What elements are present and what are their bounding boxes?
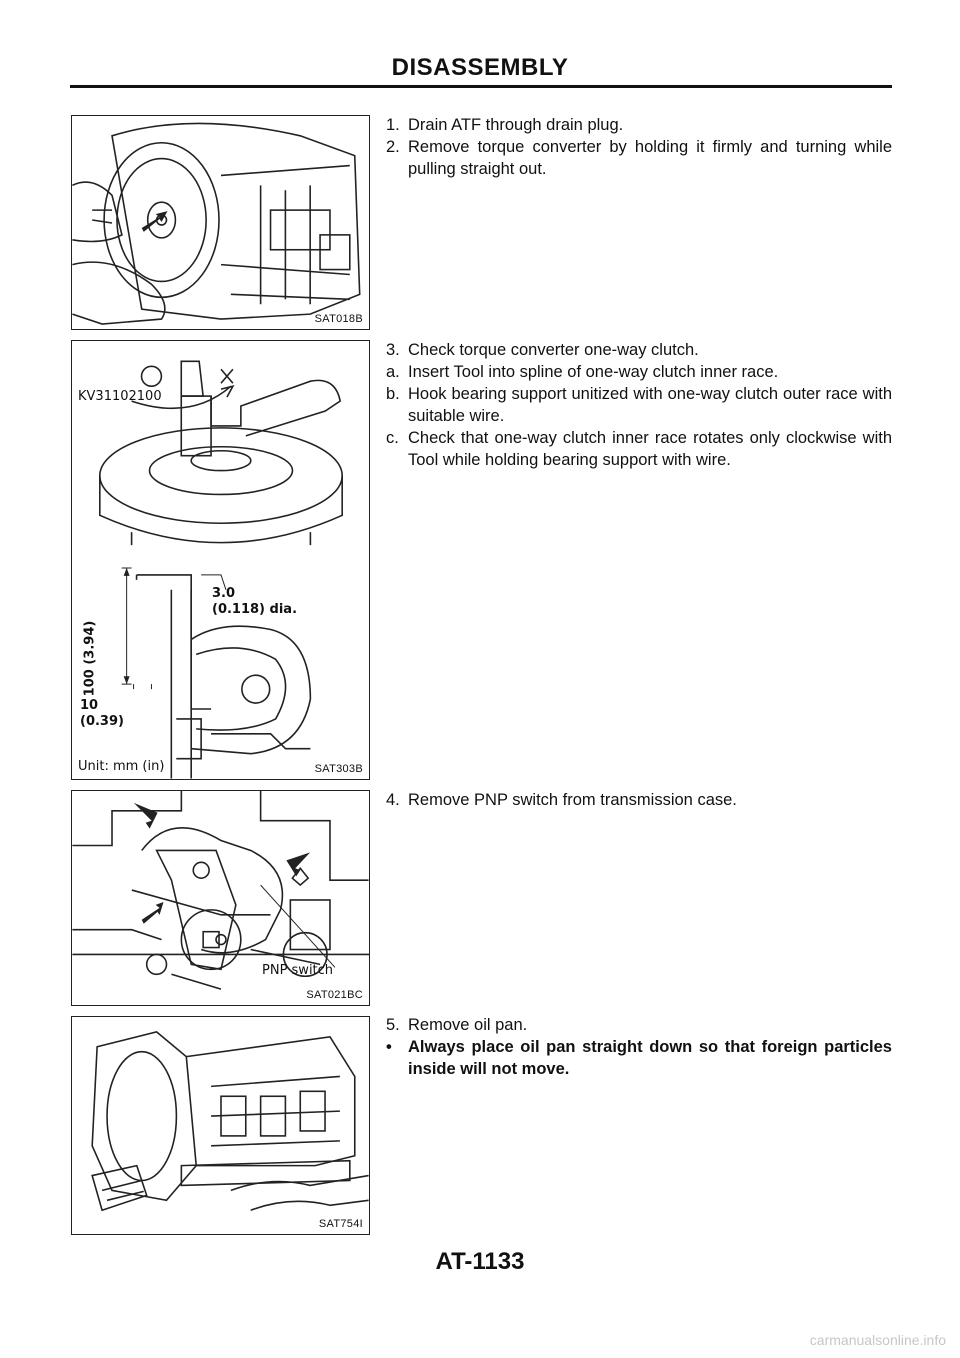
step-number: 5. (386, 1016, 400, 1034)
figure-pnp-switch (71, 790, 370, 1006)
page-title: DISASSEMBLY (391, 54, 569, 81)
prohibited-icon (221, 369, 233, 383)
unit-label: Unit: mm (in) (78, 759, 165, 774)
bullet-icon: • (386, 1038, 392, 1056)
step-number: c. (386, 429, 399, 447)
figure-code: SAT303B (314, 763, 363, 775)
wire-diameter-value: 3.0 (212, 586, 236, 601)
step-item (386, 427, 892, 471)
tool-label: KV31102100 (78, 389, 162, 404)
step-number: 1. (386, 116, 400, 134)
figure-one-way-clutch-check (71, 340, 370, 780)
step-item (386, 339, 892, 361)
site-watermark: carmanualsonline.info (809, 1332, 946, 1348)
counterclockwise-icon (142, 366, 162, 386)
page-number: AT-1133 (435, 1248, 525, 1275)
step-text: Insert Tool into spline of one-way clutch inner race. (408, 363, 779, 381)
step-item (386, 383, 892, 427)
figure-code: SAT754I (318, 1218, 363, 1230)
step-text: Drain ATF through drain plug. (408, 116, 624, 134)
step-text: Remove PNP switch from transmission case. (408, 791, 737, 809)
pnp-switch-label: PNP switch (262, 963, 334, 978)
steps-pnp-switch (386, 789, 892, 811)
step-item (386, 136, 892, 180)
arrow-icon (142, 211, 168, 232)
arrow-icon (142, 902, 164, 924)
oil-pan-illustration (72, 1017, 369, 1234)
transmission-illustration (72, 116, 369, 329)
steps-oil-pan (386, 1014, 892, 1080)
wire-offset-value: 10 (80, 698, 99, 713)
figure-oil-pan-removal (71, 1016, 370, 1235)
wire-diameter-unit: (0.118) dia. (212, 602, 298, 617)
figure-torque-converter-removal (71, 115, 370, 330)
step-number: b. (386, 385, 400, 403)
steps-one-way-clutch (386, 339, 892, 471)
steps-drain-and-converter (386, 114, 892, 180)
wire-offset-unit: (0.39) (80, 714, 124, 729)
step-item (386, 114, 892, 136)
step-text: Check that one-way clutch inner race rotates only clockwise with Tool while holding bearing support with wire. (408, 429, 892, 469)
header-rule (70, 85, 892, 88)
step-item (386, 1014, 892, 1036)
step-text: Hook bearing support unitized with one-way clutch outer race with suitable wire. (408, 385, 892, 425)
caution-item (386, 1036, 892, 1080)
step-item (386, 789, 892, 811)
step-text: Remove torque converter by holding it firmly and turning while pulling straight out. (408, 138, 892, 178)
step-text: Check torque converter one-way clutch. (408, 341, 699, 359)
arrow-icon (286, 852, 310, 876)
step-text: Remove oil pan. (408, 1016, 528, 1034)
step-number: 4. (386, 791, 400, 809)
caution-text: Always place oil pan straight down so that foreign particles inside will not move. (408, 1038, 892, 1078)
figure-code: SAT018B (314, 313, 363, 325)
wire-height-label: 100 (3.94) (82, 620, 98, 697)
arrow-icon (134, 803, 158, 829)
step-number: 3. (386, 341, 400, 359)
figure-code: SAT021BC (306, 989, 363, 1001)
step-number: a. (386, 363, 400, 381)
step-number: 2. (386, 138, 400, 156)
step-item (386, 361, 892, 383)
